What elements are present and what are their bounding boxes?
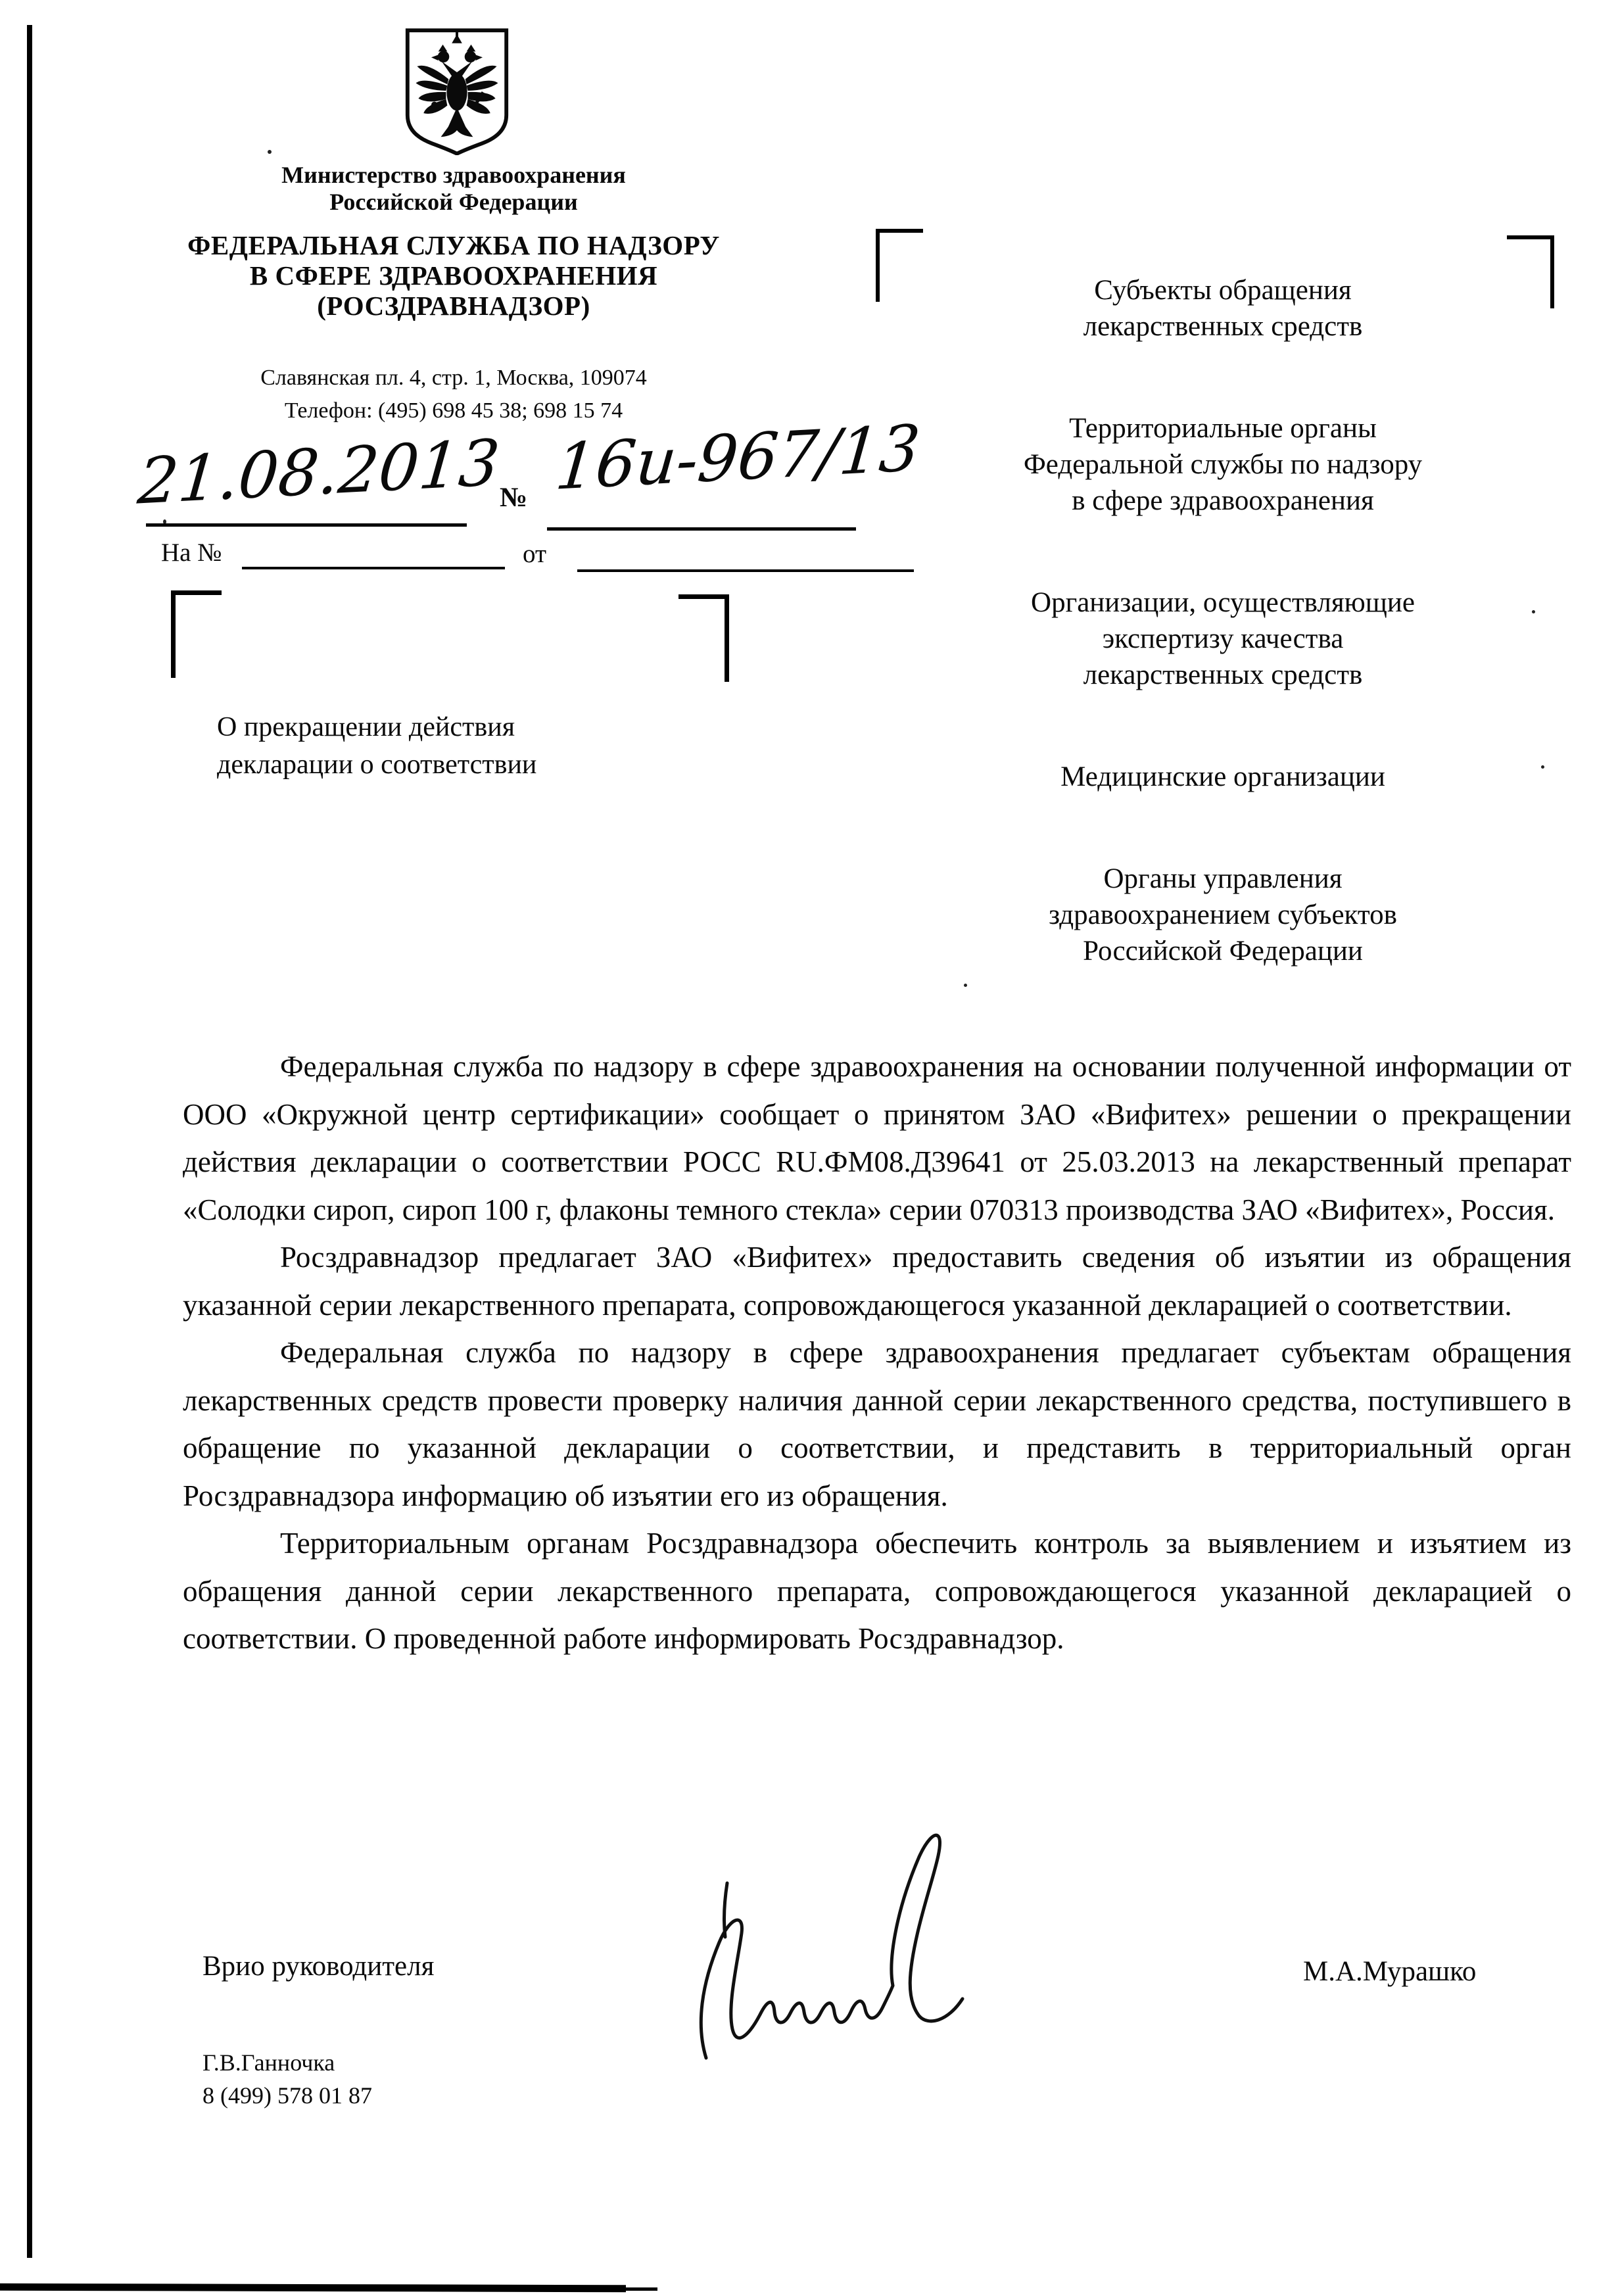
subject-line2: декларации о соответствии xyxy=(217,750,537,780)
signer-position: Врио руководителя xyxy=(202,1951,435,1982)
recipient-line: Органы управления xyxy=(1103,863,1343,894)
address-frame-corner-left-lower xyxy=(171,590,222,678)
body-paragraph-4: Территориальным органам Росздравнадзора обеспечить контроль за выявлением и изъятием из обращения данной серии лекарственного препарата, сопровождающегося указанной декларацией о соответствии. О проведенной работе информировать Росздравнадзор. xyxy=(183,1527,1571,1655)
ministry-line2: Российской Федерации xyxy=(329,189,578,215)
signature-scribble xyxy=(664,1820,980,2063)
scan-speckle xyxy=(268,150,272,154)
agency-phone: Телефон: (495) 698 45 38; 698 15 74 xyxy=(284,398,623,423)
scan-bottom-line xyxy=(0,2284,626,2292)
agency-line2: В СФЕРЕ ЗДРАВООХРАНЕНИЯ xyxy=(249,260,658,291)
recipients-list xyxy=(927,272,1519,1035)
recipient-line: здравоохранением субъектов xyxy=(1049,899,1397,930)
letter-body xyxy=(183,1043,1571,1663)
recipient-group xyxy=(927,861,1519,969)
agency-name xyxy=(158,230,750,321)
agency-line1: ФЕДЕРАЛЬНАЯ СЛУЖБА ПО НАДЗОРУ xyxy=(187,230,720,260)
reply-number-blank xyxy=(242,567,505,569)
reply-from-blank xyxy=(577,569,914,572)
recipient-line: Федеральной службы по надзору xyxy=(1023,449,1423,480)
recipient-line: Российской Федерации xyxy=(1083,936,1363,967)
recipient-group xyxy=(927,272,1519,345)
recipient-group xyxy=(927,410,1519,519)
body-paragraph-3: Федеральная служба по надзору в сфере здравоохранения предлагает субъектам обращения лекарственных средств провести проверку наличия данной серии лекарственного средства, поступившего в обращение по указанной декларации о соответствии, и представить в территориальный орган Росздравнадзора информацию об изъятии его из обращения. xyxy=(183,1336,1571,1512)
date-underline xyxy=(146,523,467,527)
body-paragraph-1: Федеральная служба по надзору в сфере здравоохранения на основании полученной информации от ООО «Окружной центр сертификации» сообщает о принятом ЗАО «Вифитех» решении о прекращении действия декларации о соответствии РОСС RU.ФМ08.Д39641 от 25.03.2013 на лекарственный препарат «Солодки сироп, сироп 100 г, флаконы темного стекла» серии 070313 производства ЗАО «Вифитех», Россия. xyxy=(183,1050,1571,1226)
recipient-line: лекарственных средств xyxy=(1083,659,1363,690)
subject-line xyxy=(217,709,677,784)
number-underline xyxy=(547,527,856,531)
ministry-line1: Министерство здравоохранения xyxy=(281,162,626,188)
recipient-line: Субъекты обращения xyxy=(1094,275,1352,306)
russian-coat-of-arms-icon xyxy=(402,26,512,155)
recipient-line: экспертизу качества xyxy=(1102,623,1344,654)
body-paragraph-2: Росздравнадзор предлагает ЗАО «Вифитех» предоставить сведения об изъятии из обращения указанной серии лекарственного препарата, сопровождающегося указанной декларацией о соответствии. xyxy=(183,1241,1571,1322)
signer-name: М.А.Мурашко xyxy=(1303,1956,1477,1987)
recipient-line: лекарственных средств xyxy=(1083,311,1363,342)
executor-phone: 8 (499) 578 01 87 xyxy=(202,2082,372,2109)
subject-line1: О прекращении действия xyxy=(217,712,515,742)
number-sign: № xyxy=(500,483,528,513)
executor-name: Г.В.Ганночка xyxy=(202,2049,335,2076)
agency-line3: (РОСЗДРАВНАДЗОР) xyxy=(317,291,590,321)
scan-speckle xyxy=(1541,765,1544,769)
ministry-name xyxy=(178,162,730,216)
address-frame-corner-left xyxy=(876,229,923,302)
scan-speckle xyxy=(1532,610,1535,613)
recipient-line: Организации, осуществляющие xyxy=(1031,587,1415,618)
handwritten-number: 16и-967/13 xyxy=(552,411,923,504)
recipient-group xyxy=(927,759,1519,795)
reply-number-label: На № xyxy=(161,538,222,567)
recipient-line: Территориальные органы xyxy=(1069,413,1377,444)
scan-edge-bar xyxy=(27,25,32,2258)
recipient-group xyxy=(927,585,1519,693)
handwritten-date: 21.08.2013 xyxy=(135,425,503,519)
recipient-line: в сфере здравоохранения xyxy=(1072,485,1374,516)
recipient-line: Медицинские организации xyxy=(1060,761,1385,792)
scan-bottom-line-tail xyxy=(611,2287,657,2291)
agency-address: Славянская пл. 4, стр. 1, Москва, 109074 xyxy=(260,366,647,390)
address-frame-corner-right-lower xyxy=(678,594,729,682)
reply-from-label: от xyxy=(523,540,547,568)
